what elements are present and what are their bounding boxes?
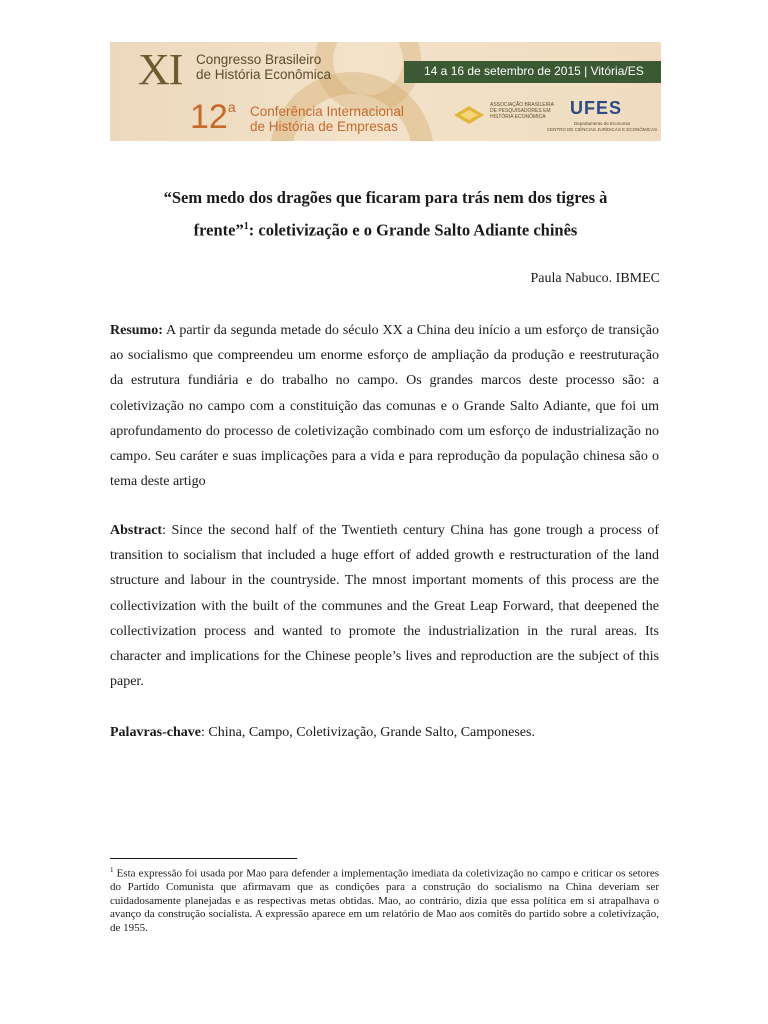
conference-name: Conferência Internacional de História de Empresas xyxy=(250,104,404,134)
footnote: $^1$ Esta expressão foi usada por Mao para defender a implementação imediata da coletivização no campo e criticar os setores do Partido Comunista que afirmavam que as condições para a construção do socialismo na China deveriam ser cuidadosamente planejadas e as respectivas metas obtidas. Mao, ao contrário, dizia que essa política em si atrapalhava o avanço da construção socialista. A expressão aparece em um relatório de Mao aos comitês do partido sobre a coletivização, de 1955. xyxy=(110,866,659,935)
keywords-paragraph: Palavras-chave: China, Campo, Coletivização, Grande Salto, Camponeses. xyxy=(110,725,535,740)
resumo-paragraph: Resumo: A partir da segunda metade do século XX a China deu início a um esforço de transição ao socialismo que compreendeu um enorme esforço de ampliação da produção e reestruturação da estrutura fundiária e do trabalho no campo. Os grandes marcos deste processo são: a coletivização no campo com a constituição das comunas e o Grande Salto Adiante, que foi um aprofundamento do processo de coletivização combinado com um esforço de industrialização no campo. Seu caráter e suas implicações para a vida e para reprodução da população chinesa são o tema deste artigo xyxy=(110,323,659,490)
date-location-bar xyxy=(404,61,661,83)
author: Paula Nabuco. IBMEC xyxy=(530,271,660,286)
footnote-ref[interactable]: 1 xyxy=(243,221,249,232)
date-location: 14 a 16 de setembro de 2015 | Vitória/ES xyxy=(424,64,644,78)
abphe-logo-icon xyxy=(454,106,484,124)
footnote-number: 1 xyxy=(110,866,114,874)
abphe-name: ASSOCIAÇÃO BRASILEIRA DE PESQUISADORES EM HISTÓRIA ECONÔMICA xyxy=(490,102,554,120)
conference-banner xyxy=(110,42,661,141)
footnote-divider xyxy=(110,858,297,859)
keywords-label: Palavras-chave xyxy=(110,725,201,740)
abstract-label: Abstract xyxy=(110,523,163,538)
conference-number: 12$^a$ xyxy=(190,98,236,136)
paper-title: “Sem medo dos dragões que ficaram para trás nem dos tigres à frente”$^1$: coletivização e o Grande Salto Adiante chinês xyxy=(163,188,608,240)
ufes-logo: UFES xyxy=(570,98,623,118)
congress-name: Congresso Brasileiro de História Econômica xyxy=(196,52,332,82)
congress-roman-numeral: XI xyxy=(138,45,183,94)
abstract-paragraph: Abstract: Since the second half of the Twentieth century China has gone trough a process of transition to socialism that included a huge effort of added growth e restructuration of the land structure and labour in the countryside. The mnost important moments of this process are the collectivization with the built of the communes and the Great Leap Forward, that deepened the collectivization process and wanted to promote the industrialization in the rural areas. Its character and implications for the Chinese people’s lives and reproduction are the subject of this paper. xyxy=(110,523,659,690)
resumo-label: Resumo: xyxy=(110,323,163,338)
ufes-subtitle: Departamento de Economia CENTRO DE CIÊNCIAS JURÍDICAS E ECONÔMICAS xyxy=(546,121,658,132)
